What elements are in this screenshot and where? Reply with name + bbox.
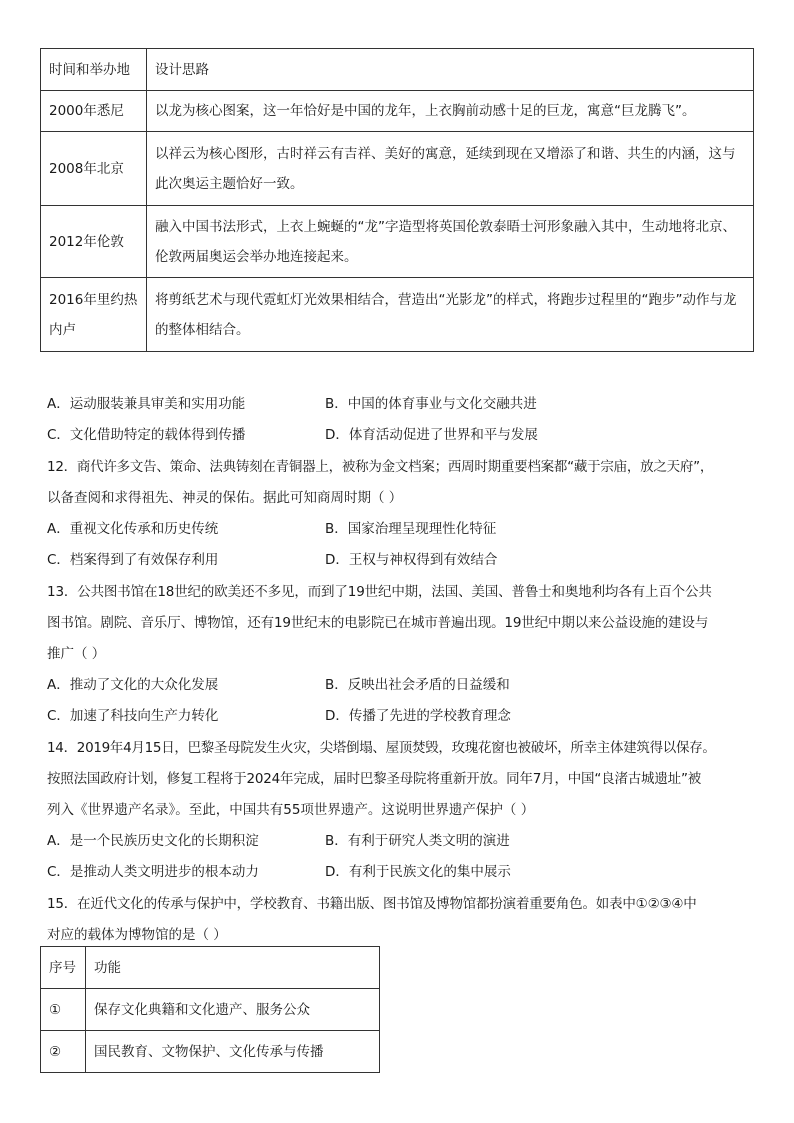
table-cell-number: ① [41,989,86,1031]
table-row [41,989,380,1031]
header-cell-time-place: 时间和举办地 [41,49,147,91]
table-cell-idea: 以祥云为核心图形，古时祥云有吉祥、美好的寓意，延续到现在又增添了和谐、共生的内涵，这与此次奥运主题恰好一致。 [147,132,754,206]
table-row [41,206,754,278]
q12-option-b: B．国家治理呈现理性化特征 [325,521,497,537]
table-cell-place: 2012年伦敦 [41,206,147,278]
q11-option-c: C．文化借助特定的载体得到传播 [47,427,246,443]
header-cell-design-idea: 设计思路 [147,49,754,91]
table-row [41,132,754,206]
q14-option-c: C．是推动人类文明进步的根本动力 [47,864,259,880]
q14-stem-line1: 14．2019年4月15日，巴黎圣母院发生火灾，尖塔倒塌、屋顶焚毁，玫瑰花窗也被破坏，所幸主体建筑得以保存。 [47,740,716,756]
q13-stem-line1: 13．公共图书馆在18世纪的欧美还不多见，而到了19世纪中期，法国、美国、普鲁士和奥地利均各有上百个公共 [47,584,712,600]
table-row [41,278,754,352]
header-cell-function: 功能 [86,947,380,989]
q14-stem-line3: 列入《世界遗产名录》。至此，中国共有55项世界遗产。这说明世界遗产保护（ ） [47,802,535,818]
q12-option-d: D．王权与神权得到有效结合 [325,552,498,568]
q12-option-a: A．重视文化传承和历史传统 [47,521,219,537]
olympic-design-table [40,48,754,352]
table-cell-place: 2016年里约热内卢 [41,278,147,352]
table-cell-idea: 将剪纸艺术与现代霓虹灯光效果相结合，营造出“光影龙”的样式，将跑步过程里的“跑步”动作与龙的整体相结合。 [147,278,754,352]
q12-option-c: C．档案得到了有效保存利用 [47,552,219,568]
table-header-row [41,49,754,91]
table-header-row [41,947,380,989]
q13-option-b: B．反映出社会矛盾的日益缓和 [325,677,510,693]
table-row [41,1031,380,1073]
q13-option-c: C．加速了科技向生产力转化 [47,708,219,724]
q13-option-a: A．推动了文化的大众化发展 [47,677,219,693]
q13-stem-line2: 图书馆。剧院、音乐厅、博物馆，还有19世纪末的电影院已在城市普遍出现。19世纪中期以来公益设施的建设与 [47,615,709,631]
q13-option-d: D．传播了先进的学校教育理念 [325,708,511,724]
table-cell-place: 2008年北京 [41,132,147,206]
q14-option-a: A．是一个民族历史文化的长期积淀 [47,833,259,849]
table-row [41,91,754,132]
q15-stem-line2: 对应的载体为博物馆的是（ ） [47,927,227,943]
table-cell-number: ② [41,1031,86,1073]
table-cell-place: 2000年悉尼 [41,91,147,132]
q14-option-b: B．有利于研究人类文明的演进 [325,833,510,849]
q14-option-d: D．有利于民族文化的集中展示 [325,864,511,880]
table-cell-function: 保存文化典籍和文化遗产、服务公众 [86,989,380,1031]
q14-stem-line2: 按照法国政府计划，修复工程将于2024年完成，届时巴黎圣母院将重新开放。同年7月，中国“良渚古城遗址”被 [47,771,702,787]
header-cell-number: 序号 [41,947,86,989]
q15-stem-line1: 15．在近代文化的传承与保护中，学校教育、书籍出版、图书馆及博物馆都扮演着重要角色。如表中①②③④中 [47,896,697,912]
q12-stem-line2: 以备查阅和求得祖先、神灵的保佑。据此可知商周时期（ ） [47,490,403,506]
table-cell-idea: 融入中国书法形式，上衣上蜿蜒的“龙”字造型将英国伦敦泰晤士河形象融入其中，生动地将北京、伦敦两届奥运会举办地连接起来。 [147,206,754,278]
q11-option-d: D．体育活动促进了世界和平与发展 [325,427,538,443]
q11-option-b: B．中国的体育事业与文化交融共进 [325,396,537,412]
table-cell-idea: 以龙为核心图案，这一年恰好是中国的龙年，上衣胸前动感十足的巨龙，寓意“巨龙腾飞”。 [147,91,754,132]
q12-stem-line1: 12．商代许多文告、策命、法典铸刻在青铜器上，被称为金文档案；西周时期重要档案都“藏于宗庙，放之天府”， [47,459,714,475]
carrier-function-table [40,946,380,1073]
q11-option-a: A．运动服装兼具审美和实用功能 [47,396,246,412]
q13-stem-line3: 推广（ ） [47,646,106,662]
table-cell-function: 国民教育、文物保护、文化传承与传播 [86,1031,380,1073]
